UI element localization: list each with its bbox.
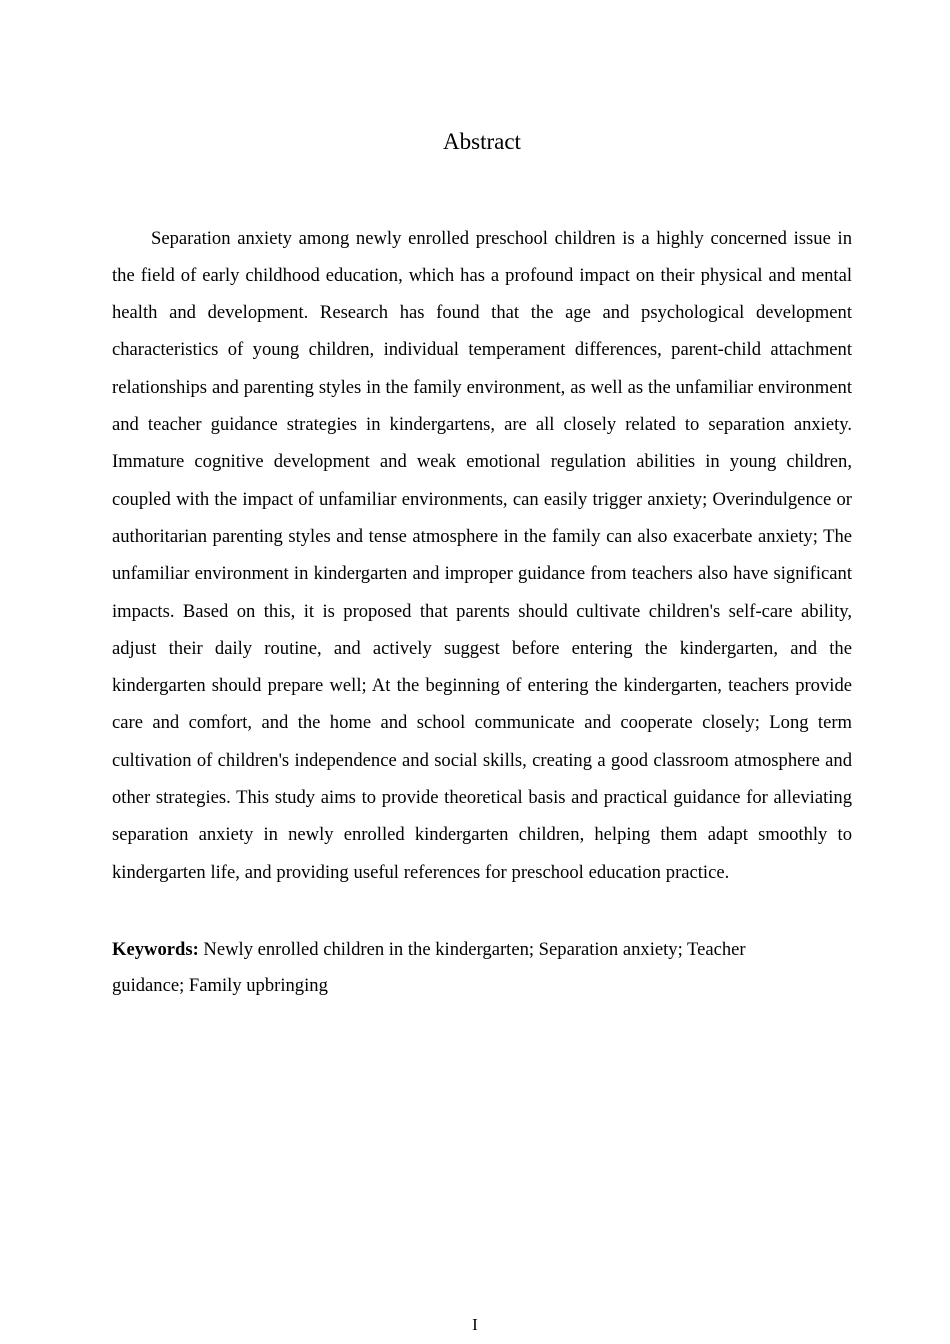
keywords-block bbox=[112, 891, 784, 1004]
keywords-label: Keywords: bbox=[112, 938, 199, 960]
keywords-value: Newly enrolled children in the kindergarten; Separation anxiety; Teacher guidance; Family upbringing bbox=[112, 938, 746, 996]
page-title: Abstract bbox=[443, 129, 521, 154]
abstract-paragraph: Separation anxiety among newly enrolled preschool children is a highly concerned issue in the field of early childhood education, which has a profound impact on their physical and mental health and development. Research has found that the age and psychological development characteristics of young children, individual temperament differences, parent-child attachment relationships and parenting styles in the family environment, as well as the unfamiliar environment and teacher guidance strategies in kindergartens, are all closely related to separation anxiety. Immature cognitive development and weak emotional regulation abilities in young children, coupled with the impact of unfamiliar environments, can easily trigger anxiety; Overindulgence or authoritarian parenting styles and tense atmosphere in the family can also exacerbate anxiety; The unfamiliar environment in kindergarten and improper guidance from teachers also have significant impacts. Based on this, it is proposed that parents should cultivate children's self-care ability, adjust their daily routine, and actively suggest before entering the kindergarten, and the kindergarten should prepare well; At the beginning of entering the kindergarten, teachers provide care and comfort, and the home and school communicate and cooperate closely; Long term cultivation of children's independence and social skills, creating a good classroom atmosphere and other strategies. This study aims to provide theoretical basis and practical guidance for alleviating separation anxiety in newly enrolled kindergarten children, helping them adapt smoothly to kindergarten life, and providing useful references for preschool education practice. bbox=[112, 227, 852, 883]
page-content bbox=[112, 0, 852, 1004]
page-number: I bbox=[472, 1315, 478, 1334]
